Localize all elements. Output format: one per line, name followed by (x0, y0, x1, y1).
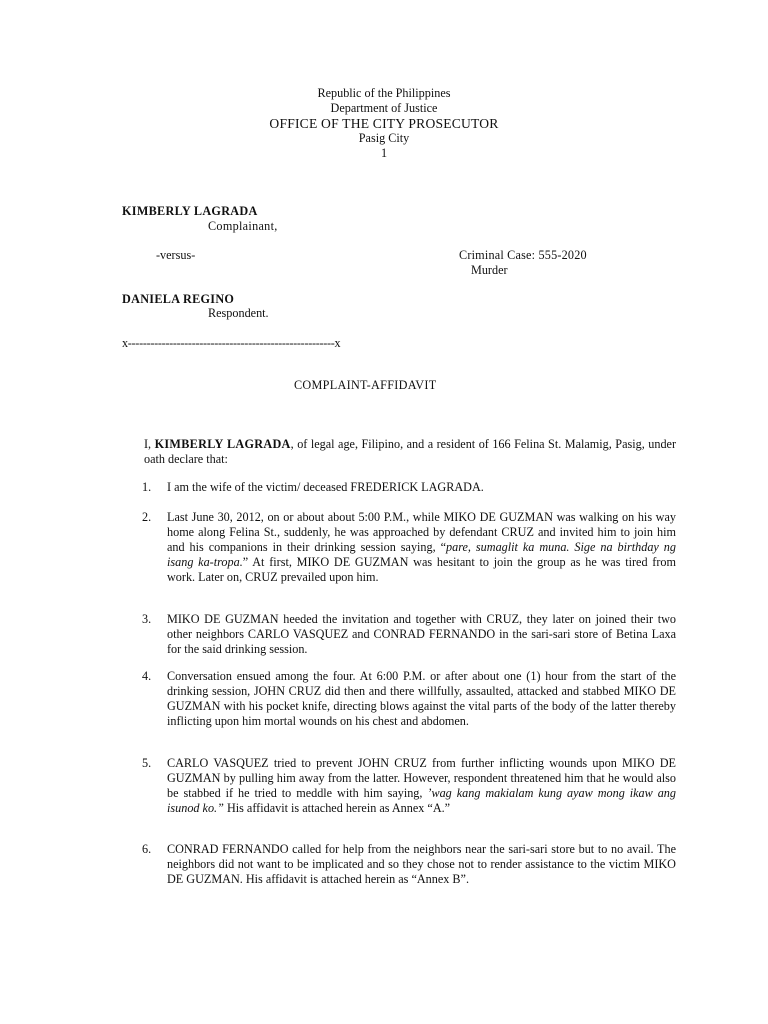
list-item-text-part: Last June 30, 2012, on or about about 5:00 P.M., while MIKO DE GUZMAN was walking on his way home along Felina St., suddenly, he was approached by defendant CRUZ and invited him to join him and his companions in their drinking session saying, “ (167, 510, 676, 554)
criminal-case-offense: Murder (471, 263, 508, 277)
header-office: OFFICE OF THE CITY PROSECUTOR (269, 116, 499, 131)
respondent-role: Respondent. (208, 306, 269, 320)
header-city: Pasig City (358, 131, 410, 145)
list-item-text (167, 510, 676, 585)
list-item-number: 6. (142, 842, 152, 856)
list-item-text-part: MIKO DE GUZMAN heeded the invitation and together with CRUZ, they later on joined their two other neighbors CARLO VASQUEZ and CONRAD FERNANDO in the sari-sari store of Betina Laxa for the said drinking session. (167, 612, 676, 656)
list-item-text-part: Conversation ensued among the four. At 6:00 P.M. or after about one (1) hour from the start of the drinking session, JOHN CRUZ did then and there willfully, assaulted, attacked and stabbed MIKO DE GUZMAN with his pocket knife, directing blows against the vital parts of the body of the latter thereby inflicting upon him mortal wounds on his chest and abdomen. (167, 669, 676, 728)
list-item (142, 669, 676, 729)
list-item-text (167, 756, 676, 816)
list-item (142, 842, 676, 887)
list-item-text (167, 842, 676, 887)
list-item-text-part: His affidavit is attached herein as Annex “A.” (223, 801, 451, 815)
list-item (142, 612, 676, 657)
versus-label: -versus- (156, 248, 196, 262)
list-item (142, 756, 676, 816)
list-item-number: 2. (142, 510, 152, 524)
list-item-number: 5. (142, 756, 152, 770)
list-item-quote: ’wag kang makialam kung ayaw mong ikaw ang isunod ko.” (167, 786, 676, 815)
list-item-number: 1. (142, 480, 152, 494)
document-title: COMPLAINT-AFFIDAVIT (294, 378, 437, 392)
list-item-text-part: CONRAD FERNANDO called for help from the neighbors near the sari-sari store but to no avail. The neighbors did not want to be implicated and so they chose not to render assistance to the victim MIKO DE GUZMAN. His affidavit is attached herein as “Annex B”. (167, 842, 676, 886)
intro-prefix: I, (144, 437, 155, 451)
respondent-name: DANIELA REGINO (122, 292, 235, 306)
list-item-quote: pare, sumaglit ka muna. Sige na birthday ng isang ka-tropa. (167, 540, 676, 569)
header-republic: Republic of the Philippines (317, 86, 451, 100)
header-department: Department of Justice (330, 101, 438, 115)
list-item-number: 4. (142, 669, 152, 683)
list-item (142, 510, 676, 585)
header-page-number: 1 (380, 146, 388, 160)
list-item-text-part: CARLO VASQUEZ tried to prevent JOHN CRUZ from further inflicting wounds upon MIKO DE GUZMAN by pulling him away from the latter. However, respondent threatened him that he would also be stabbed if he tried to meddle with him saying, (167, 756, 676, 800)
list-item-text (167, 480, 676, 495)
list-item (142, 480, 676, 495)
intro-rest: , of legal age, Filipino, and a resident of 166 Felina St. Malamig, Pasig, under oath declare that: (144, 437, 677, 466)
list-item-text-part: I am the wife of the victim/ deceased FREDERICK LAGRADA. (167, 480, 484, 494)
list-item-text (167, 612, 676, 657)
complainant-role: Complainant, (208, 219, 278, 233)
intro-affiant-name: KIMBERLY LAGRADA (154, 437, 291, 451)
list-item-number: 3. (142, 612, 152, 626)
criminal-case-number: Criminal Case: 555-2020 (459, 248, 587, 262)
intro-paragraph (144, 437, 676, 467)
complainant-name: KIMBERLY LAGRADA (122, 204, 258, 218)
list-item-text-part: ” At first, MIKO DE GUZMAN was hesitant to join the group as he was tired from work. Later on, CRUZ prevailed upon him. (167, 555, 677, 584)
caption-divider: x-------------------------------------------------------x (122, 336, 341, 350)
list-item-text (167, 669, 676, 729)
